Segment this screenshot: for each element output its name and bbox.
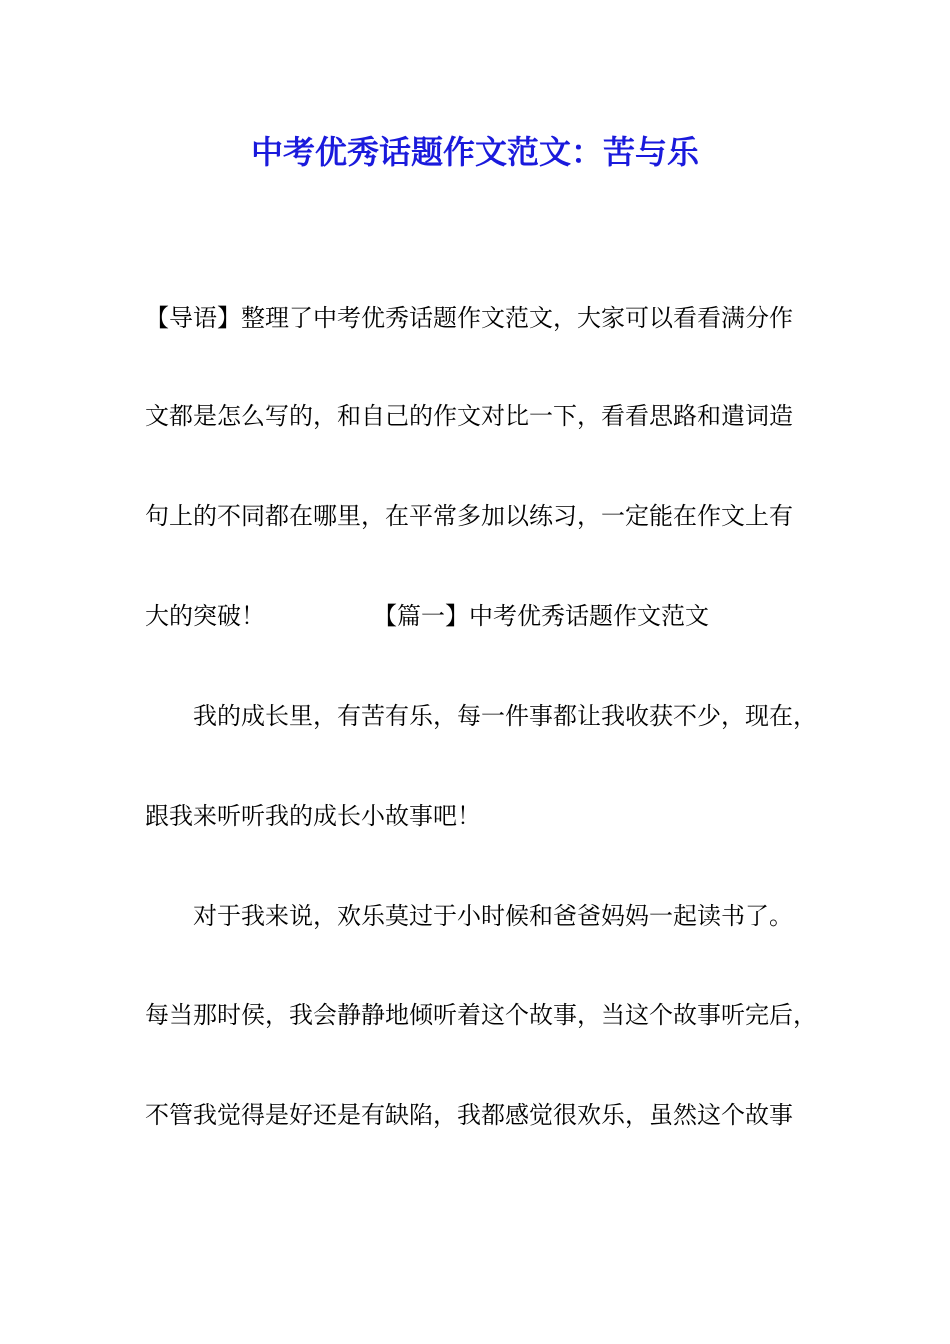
section-heading: 【篇一】中考优秀话题作文范文 <box>373 602 709 630</box>
document-title: 中考优秀话题作文范文：苦与乐 <box>250 133 699 171</box>
paragraph-line: 不管我觉得是好还是有缺陷，我都感觉很欢乐，虽然这个故事 <box>145 1101 793 1129</box>
paragraph-line: 跟我来听听我的成长小故事吧！ <box>145 802 481 830</box>
paragraph-line: 句上的不同都在哪里，在平常多加以练习，一定能在作文上有 <box>145 502 793 530</box>
paragraph-line: 文都是怎么写的，和自己的作文对比一下，看看思路和遣词造 <box>145 402 793 430</box>
paragraph-line: 我的成长里，有苦有乐，每一件事都让我收获不少，现在， <box>193 702 817 730</box>
paragraph-line: 每当那时侯，我会静静地倾听着这个故事，当这个故事听完后， <box>145 1001 817 1029</box>
paragraph-line-with-heading <box>145 598 825 634</box>
paragraph-line-end: 大的突破！ <box>145 602 265 630</box>
paragraph-line: 对于我来说，欢乐莫过于小时候和爸爸妈妈一起读书了。 <box>193 902 793 930</box>
paragraph-line: 【导语】整理了中考优秀话题作文范文，大家可以看看满分作 <box>145 304 793 332</box>
